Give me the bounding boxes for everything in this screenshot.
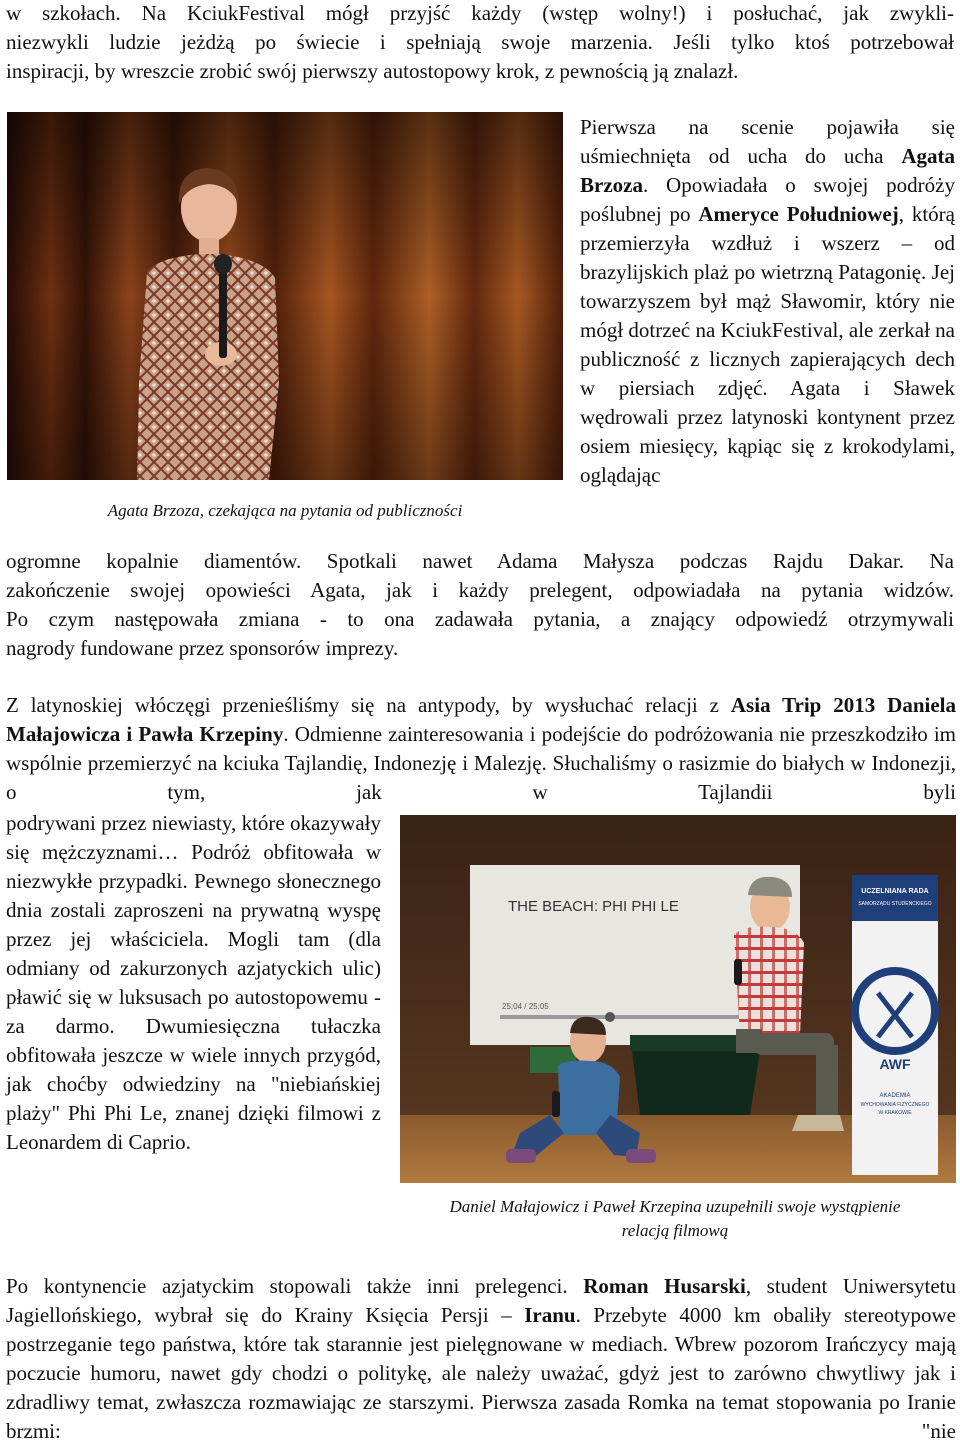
agata-text-3: , którą przemierzyła wzdłuż i wszerz – od brazylijskich plaż po wietrzną Patagonię. Jej towarzyszem był mąż Sławomir, który nie mógł dotrzeć na KciukFestival, ale zerkał na publiczność z licznych zapierających dech w piersiach zdjęć. Agata i Sławek wędrowali przez latynoski kontynent przez osiem miesięcy, kąpiąc się z krokodylami, oglądając	[580, 202, 955, 487]
banner-line-2: SAMORZĄDU STUDENCKIEGO	[858, 901, 932, 907]
south-america: Ameryce Południowej	[698, 202, 899, 226]
asia-trip-names: Asia Trip 2013 Daniela Małajowicza i Pawła Krzepiny	[6, 693, 956, 746]
agata-cont-line-4: nagrody fundowane przez sponsorów imprezy.	[6, 636, 399, 660]
agata-text-2: . Opowiadała o swojej podróży poślubnej po	[580, 173, 955, 226]
banner-mark: AWF	[879, 1056, 911, 1072]
caption-agata-photo: Agata Brzoza, czekająca na pytania od publiczności	[107, 501, 463, 520]
screen-title: THE BEACH: PHI PHI LE	[508, 898, 679, 915]
asia-text-1: Z latynoskiej włóczęgi przenieśliśmy się na antypody, by wysłuchać relacji z	[6, 693, 731, 717]
iran-text-1: Po kontynencie azjatyckim stopowali także inni prelegenci.	[6, 1274, 584, 1298]
iran-paragraph	[6, 1272, 956, 1446]
intro-line-1: w szkołach. Na KciukFestival mógł przyjść każdy (wstęp wolny!) i posłuchać, jak zwykli-	[6, 1, 954, 25]
intro-line-3: inspiracji, by wreszcie zrobić swój pierwszy autostopowy krok, z pewnością ją znalazł.	[6, 59, 739, 83]
agata-side-text	[580, 113, 955, 490]
asia-trip-intro	[6, 691, 956, 807]
agata-text-1: Pierwsza na scenie pojawiła się uśmiechnięta od ucha do ucha	[580, 115, 955, 168]
photo-asia-trip-stage	[400, 815, 956, 1183]
caption-asia-photo: Daniel Małajowicz i Paweł Krzepina uzupełnili swoje wystąpienie relacją filmową	[449, 1197, 901, 1240]
agata-cont-line-2: zakończenie swojej opowieści Agata, jak i każdy prelegent, odpowiadała na pytania widzów.	[6, 578, 954, 602]
banner-ring-text: KRAKÓW	[879, 970, 911, 977]
asia-left-column: podrywani przez niewiasty, które okazywały się mężczyznami… Podróż obfitowała w niezwykłe przypadki. Pewnego słonecznego dnia zostali zaproszeni na prywatną wyspę przez jej właściciela. Mogli tam (dla odmiany od zakurzonych azjatyckich ulic) pławić się w luksusach po autostopowemu - za darmo. Dwumiesięczna tułaczka obfitowała jeszcze w wiele innych przygód, jak choćby odwiedziny na "niebiańskiej plaży" Phi Phi Le, znanej dzięki filmowi z Leonardem di Caprio.	[6, 811, 381, 1154]
agata-cont-line-3: Po czym następowała zmiana - to ona zadawała pytania, a znający odpowiedź otrzymywali	[6, 607, 954, 631]
asia-text-2: . Odmienne zainteresowania i podejście do podróżowania nie przeszkodziło im wspólnie przemierzyć na kciuka Tajlandię, Indonezję i Malezję. Słuchaliśmy o rasizmie do białych w Indonezji, o tym, jak w Tajlandii byli	[6, 722, 956, 804]
agata-name: Agata Brzoza	[580, 144, 955, 197]
iran-name: Iranu	[524, 1303, 576, 1327]
banner-line-5: W KRAKOWIE	[878, 1110, 912, 1116]
iran-text-2: , student Uniwersytetu Jagiellońskiego, wybrał się do Krainy Księcia Persji –	[6, 1274, 957, 1327]
banner-line-4: WYCHOWANIA FIZYCZNEGO	[860, 1102, 930, 1108]
screen-time: 25:04 / 25:05	[502, 1002, 549, 1011]
intro-line-2: niezwykli ludzie jeżdżą po świecie i spełniają swoje marzenia. Jeśli tylko ktoś potrzebował	[6, 30, 954, 54]
roman-husarski: Roman Husarski	[583, 1274, 746, 1298]
banner-line-3: AKADEMIA	[879, 1093, 911, 1099]
iran-text-3: . Przebyte 4000 km obaliły stereotypowe postrzeganie tego państwa, które tak starannie jest pielęgnowane w mediach. Wbrew pozorom Irańczycy mają poczucie humoru, nawet gdy chodzi o politykę, ale należy uważać, gdyż jest to zarówno chwytliwy jak i zdradliwy temat, zwłaszcza rozmawiając ze starszymi. Pierwsza zasada Romka na temat stopowania po Iranie brzmi: "nie	[6, 1303, 957, 1443]
banner-line-1: UCZELNIANA RADA	[861, 888, 929, 895]
agata-cont-line-1: ogromne kopalnie diamentów. Spotkali nawet Adama Małysza podczas Rajdu Dakar. Na	[6, 549, 954, 573]
photo-agata-brzoza	[7, 112, 563, 480]
